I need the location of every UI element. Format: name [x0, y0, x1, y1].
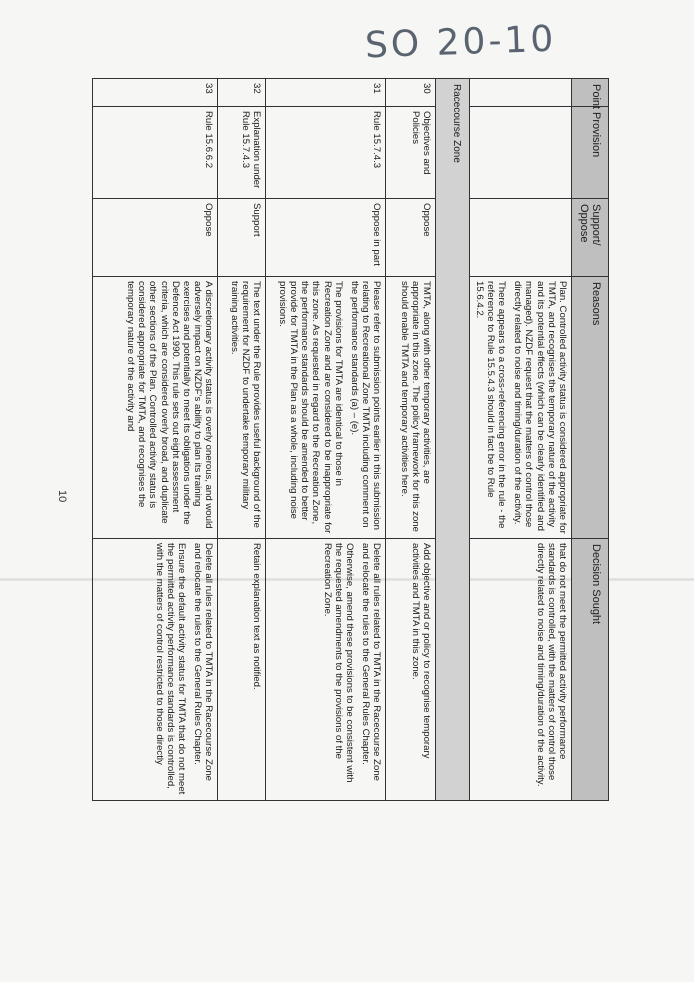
rotated-table-wrapper — [92, 78, 609, 800]
handwritten-submission-ref: SO 20-10 — [364, 18, 557, 67]
cell-point: 32 — [218, 79, 266, 107]
cell-decision — [218, 539, 266, 801]
reasons-paragraph: A discretionary activity status is overly onerous, and would adversely impact on NZDF’s ability to plan its training exercises and potentially to meet its obligations under the Defence Act 1990. This rule sets out eight assessment criteria, which are considered overly broad, and duplicate other sections of the Plan. Controlled activity status is considered appropriate for TMTA, and recognises the temporary nature of the activity and — [124, 281, 215, 529]
cell-support — [470, 199, 572, 277]
reasons-paragraph: Plan. Controlled activity status is considered appropriate for TMTA, and recognises the temporary nature of the activity and its potential effects (which can be clearly identified and managed). NZDF request that the matters of control those directly related to noise and timing/duration of the activity. — [512, 281, 568, 534]
cell-reasons — [386, 277, 436, 539]
cell-support: Oppose in part — [266, 199, 386, 277]
decision-paragraph: Add objective and or policy to recognise temporary activities and TMTA in this zone. — [410, 543, 433, 759]
submission-table — [92, 78, 609, 801]
cell-provision: Objectives and Policies — [386, 107, 436, 199]
cell-support: Oppose — [93, 199, 218, 277]
table-row-continued — [470, 79, 572, 801]
zone-heading-row — [436, 79, 470, 801]
header-point: Point — [572, 79, 609, 107]
cell-provision: Rule 15.6.6.2 — [93, 107, 218, 199]
cell-point: 31 — [266, 79, 386, 107]
header-provision: Provision — [572, 107, 609, 199]
header-decision-sought: Decision Sought — [572, 539, 609, 801]
table-row — [266, 79, 386, 801]
cell-point — [470, 79, 572, 107]
decision-paragraph: that do not meet the permitted activity performance standards is controlled, with the matters of control those directly related to noise and timing/duration of the activity. — [534, 543, 568, 787]
decision-paragraph: Delete all rules related to TMTA in the Racecourse Zone and relocate the rules to the General Rules Chapter. — [192, 543, 215, 782]
cell-reasons — [93, 277, 218, 539]
cell-point: 33 — [93, 79, 218, 107]
cell-provision — [470, 107, 572, 199]
reasons-paragraph: Please refer to submission points earlier in this submission relating to Recreational Zone TMTA including comment on the performance standards (a) – (e). — [348, 281, 383, 531]
cell-support: Support — [218, 199, 266, 277]
decision-paragraph: Delete all rules related to TMTA in the Racecourse Zone and relocate the rules to the General Rules Chapter. — [360, 543, 383, 782]
header-support-oppose: Support/ Oppose — [572, 199, 609, 277]
cell-reasons — [470, 277, 572, 539]
decision-paragraph: Otherwise, amend these provisions to be consistent with the requested amendments to the provisions of the Recreation Zone. — [321, 543, 355, 783]
cell-provision: Rule 15.7.4.3 — [266, 107, 386, 199]
reasons-paragraph: There appears to a cross-referencing error in the rule - the reference to Rule 15.5.4.3 should in fact be to Rule 15.6.4.2. — [473, 281, 507, 529]
cell-decision — [93, 539, 218, 801]
decision-paragraph: Retain explanation text as notified. — [251, 543, 263, 690]
cell-decision — [266, 539, 386, 801]
cell-point: 30 — [386, 79, 436, 107]
header-reasons: Reasons — [572, 277, 609, 539]
page-number: 10 — [56, 490, 68, 503]
cell-reasons — [218, 277, 266, 539]
reasons-paragraph: The provisions for TMTA are identical to those in Recreation Zone and are considered to be inappropriate for this zone. As requested in regard to the Recreation Zone, the performance standards should be amended to better provide for TMTA in the Plan as a whole, including noise provisions. — [276, 281, 344, 534]
decision-paragraph: Ensure the default activity status for TMTA that do not meet the permitted activity performance standards is controlled, with the matters of control restricted to those directly — [153, 543, 187, 795]
table-header-row — [572, 79, 609, 801]
table-row — [93, 79, 218, 801]
cell-provision: Explanation under Rule 15.7.4.3 — [218, 107, 266, 199]
cell-reasons — [266, 277, 386, 539]
cell-decision — [386, 539, 436, 801]
table-row — [218, 79, 266, 801]
reasons-paragraph: TMTA, along with other temporary activities, are appropriate in this zone. The policy framework for this zone should enable TMTA and temporary activities here. — [398, 281, 433, 532]
cell-decision — [470, 539, 572, 801]
cell-support: Oppose — [386, 199, 436, 277]
reasons-paragraph: The text under the Rule provides useful background of the requirement for NZDF to undertake temporary military training activities. — [228, 281, 263, 528]
zone-heading: Racecourse Zone — [436, 79, 470, 801]
table-row — [386, 79, 436, 801]
